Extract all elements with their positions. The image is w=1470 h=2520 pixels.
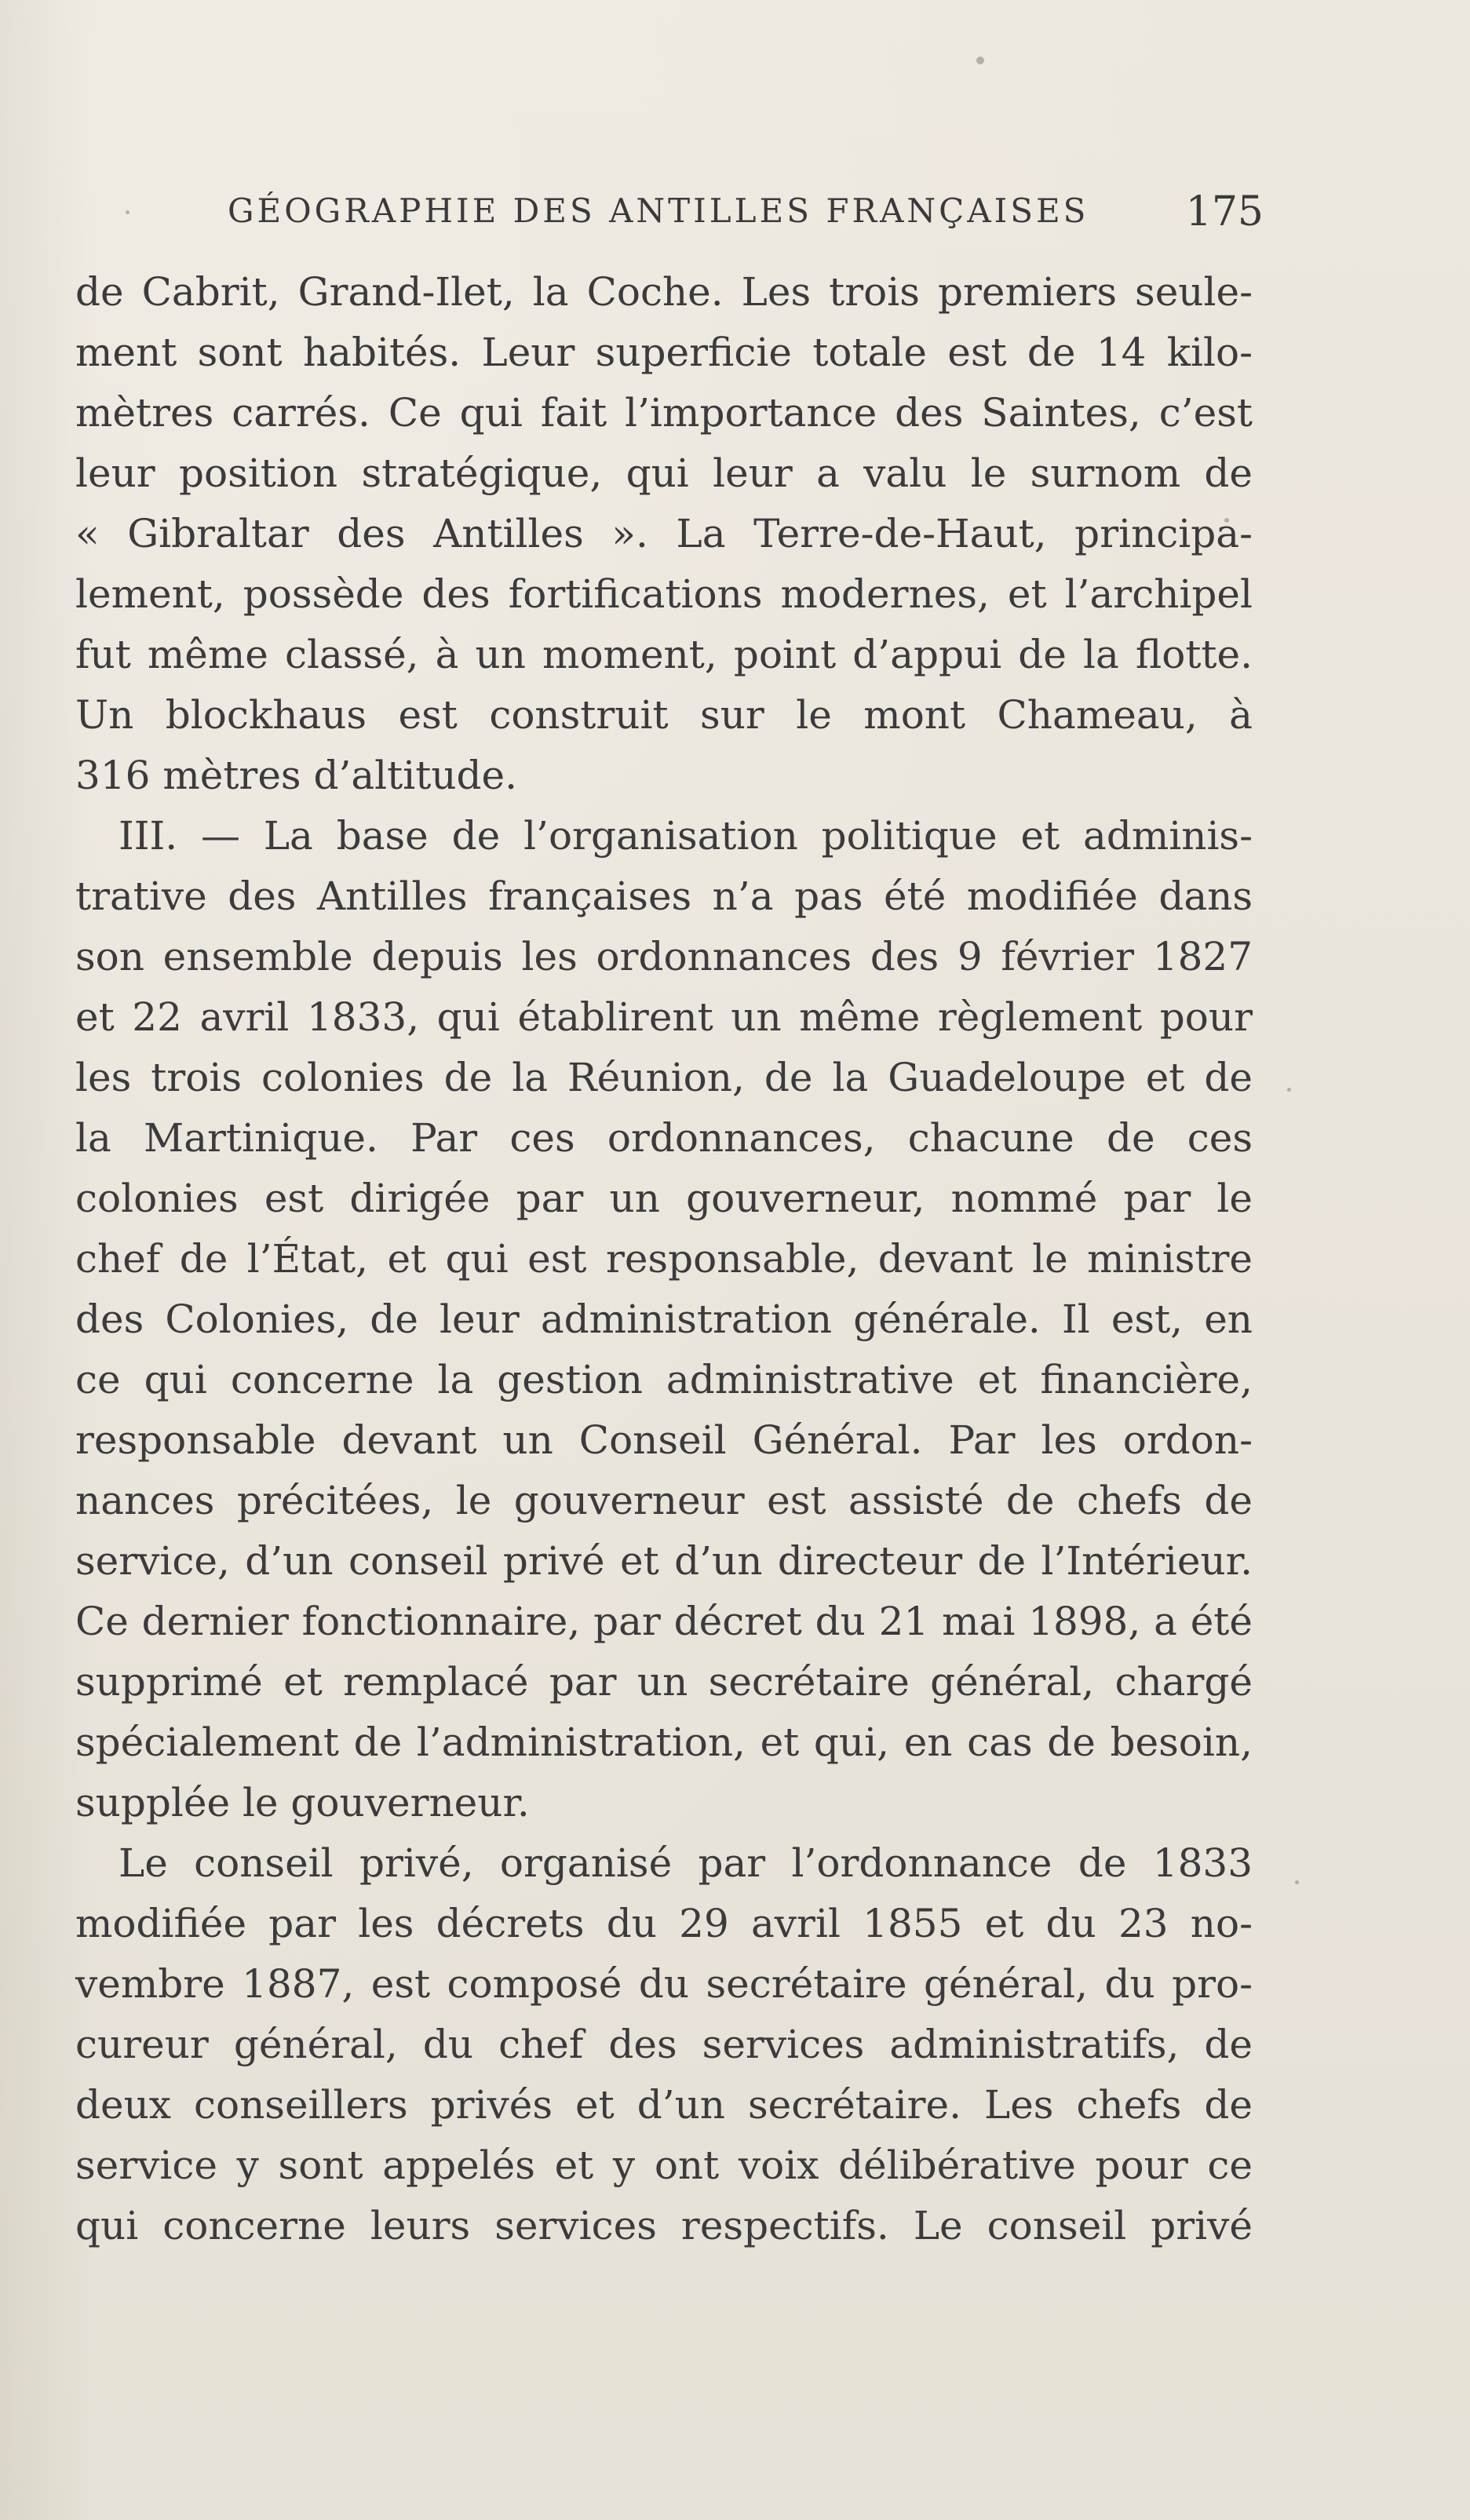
text-line: son ensemble depuis les ordonnances des 9 février 1827 (75, 934, 1253, 979)
text-line: modifiée par les décrets du 29 avril 1855 et du 23 no- (75, 1901, 1253, 1946)
text-line: leur position stratégique, qui leur a valu le surnom de (75, 450, 1253, 496)
text-line: responsable devant un Conseil Général. Par les ordon- (75, 1417, 1253, 1463)
text-line: qui concerne leurs services respectifs. Le conseil privé (75, 2203, 1253, 2248)
paper-speck (1295, 1880, 1299, 1884)
text-line: vembre 1887, est composé du secrétaire général, du pro- (75, 1961, 1253, 2007)
text-line: Ce dernier fonctionnaire, par décret du 21 mai 1898, a été (75, 1599, 1253, 1644)
text-line: trative des Antilles françaises n’a pas été modifiée dans (75, 873, 1253, 919)
text-line: spécialement de l’administration, et qui, en cas de besoin, (75, 1720, 1253, 1765)
page-number: 175 (1185, 188, 1264, 235)
text-line: ce qui concerne la gestion administrative et financière, (75, 1357, 1253, 1402)
text-line: ment sont habités. Leur superficie totale est de 14 kilo- (75, 330, 1253, 375)
text-line: « Gibraltar des Antilles ». La Terre-de-Haut, principa- (75, 511, 1253, 556)
body-text (75, 262, 1253, 2256)
text-line: lement, possède des fortifications modernes, et l’archipel (75, 571, 1253, 617)
text-line: colonies est dirigée par un gouverneur, nommé par le (75, 1176, 1253, 1221)
text-line: les trois colonies de la Réunion, de la Guadeloupe et de (75, 1055, 1253, 1100)
text-line: cureur général, du chef des services administratifs, de (75, 2022, 1253, 2067)
paper-speck (126, 210, 129, 214)
text-line: supprimé et remplacé par un secrétaire général, chargé (75, 1659, 1253, 1705)
text-line: des Colonies, de leur administration générale. Il est, en (75, 1296, 1253, 1342)
text-line: service, d’un conseil privé et d’un directeur de l’Intérieur. (75, 1538, 1253, 1584)
text-line: la Martinique. Par ces ordonnances, chacune de ces (75, 1115, 1253, 1161)
text-line: supplée le gouverneur. (75, 1780, 530, 1825)
text-line: de Cabrit, Grand-Ilet, la Coche. Les trois premiers seule- (75, 269, 1253, 315)
section-heading-line: III. — La base de l’organisation politique et adminis- (119, 813, 1253, 859)
text-line: fut même classé, à un moment, point d’appui de la flotte. (75, 632, 1253, 677)
text-line: nances précitées, le gouverneur est assisté de chefs de (75, 1478, 1253, 1523)
paper-speck (1287, 1088, 1291, 1092)
text-line: 316 mètres d’altitude. (75, 753, 518, 798)
text-line: deux conseillers privés et d’un secrétaire. Les chefs de (75, 2082, 1253, 2128)
text-line: mètres carrés. Ce qui fait l’importance des Saintes, c’est (75, 390, 1253, 436)
paragraph-start-line: Le conseil privé, organisé par l’ordonnance de 1833 (119, 1840, 1253, 1886)
text-line: Un blockhaus est construit sur le mont Chameau, à (75, 692, 1253, 738)
running-title: GÉOGRAPHIE DES ANTILLES FRANÇAISES (228, 191, 1089, 230)
text-line: chef de l’État, et qui est responsable, devant le ministre (75, 1236, 1253, 1282)
paper-speck (976, 57, 984, 64)
paper-speck (1224, 518, 1229, 523)
page-header (228, 188, 1264, 243)
text-line: et 22 avril 1833, qui établirent un même règlement pour (75, 994, 1253, 1040)
text-line: service y sont appelés et y ont voix délibérative pour ce (75, 2143, 1253, 2188)
